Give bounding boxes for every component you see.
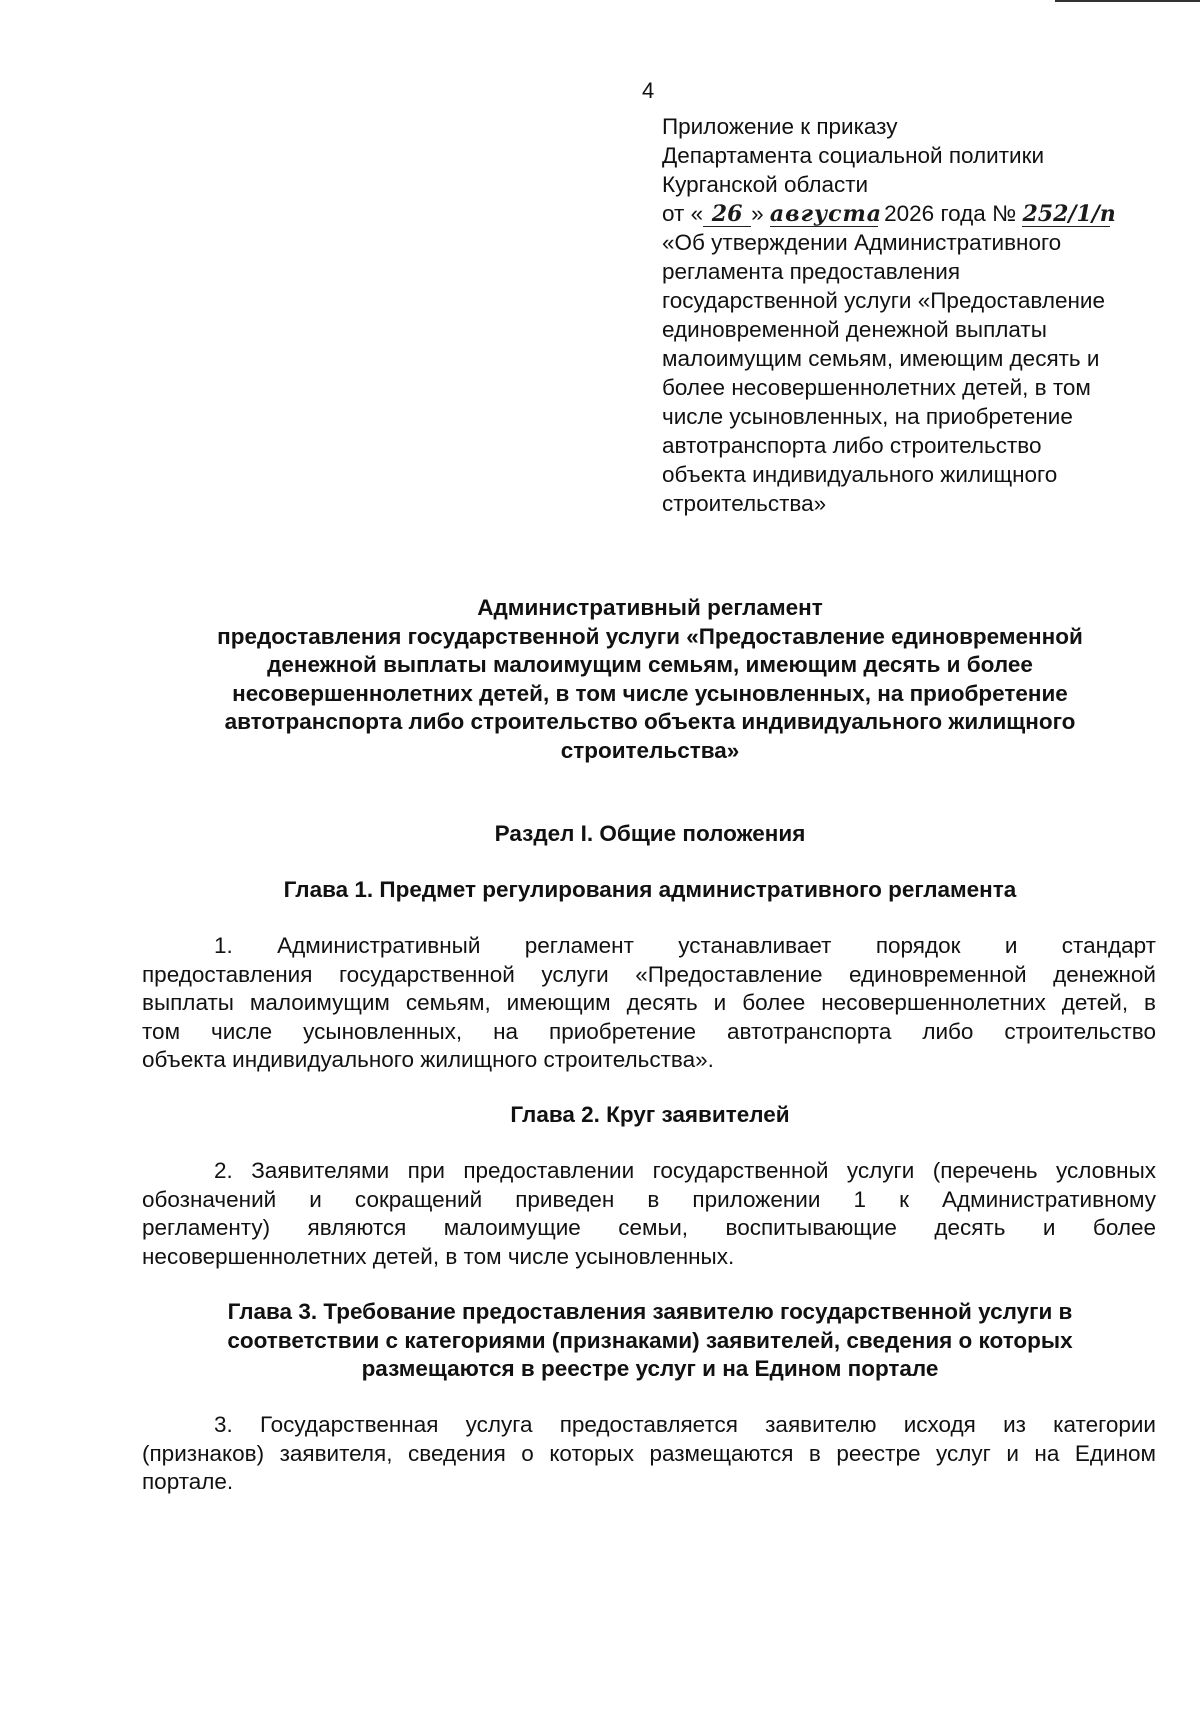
order-title-line: государственной услуги «Предоставление [662, 288, 1106, 313]
page-number: 4 [642, 78, 655, 103]
date-mid: » [751, 201, 764, 226]
paragraph-line: предоставления государственной услуги «Предоставление единовременной денежной [142, 961, 1156, 987]
chapter-3-title-line: размещаются в реестре услуг и на Едином портале [361, 1356, 939, 1381]
chapter-3-title-line: Глава 3. Требование предоставления заявителю государственной услуги в [227, 1299, 1073, 1324]
document-title [140, 594, 1160, 765]
paragraph-line: объекта индивидуального жилищного строительства». [142, 1047, 714, 1072]
title-line: предоставления государственной услуги «Предоставление единовременной [217, 623, 1083, 649]
appendix-block [662, 112, 1172, 518]
order-title-line: регламента предоставления [662, 259, 961, 284]
section-heading [140, 820, 1160, 849]
paragraph-1 [142, 932, 1156, 1075]
chapter-1-heading [140, 876, 1160, 905]
title-line: Административный регламент [477, 595, 823, 620]
handwritten-month: августа [769, 201, 883, 227]
paragraph-line: 2. Заявителями при предоставлении государственной услуги (перечень условных [214, 1158, 1156, 1183]
order-title-line: малоимущим семьям, имеющим десять и [662, 346, 1100, 371]
section-1-title: Раздел I. Общие положения [494, 821, 806, 846]
order-title-line: объекта индивидуального жилищного [662, 462, 1058, 487]
paragraph-line: том числе усыновленных, на приобретение автотранспорта либо строительство [142, 1018, 1156, 1044]
paragraph-line: 3. Государственная услуга предоставляется заявителю исходя из категории [214, 1412, 1156, 1437]
order-title-line: более несовершеннолетних детей, в том [662, 375, 1091, 400]
order-title-line: числе усыновленных, на приобретение [662, 404, 1073, 429]
title-line: строительства» [560, 737, 740, 763]
paragraph-2 [142, 1157, 1156, 1271]
appendix-line: Департамента социальной политики [662, 143, 1045, 168]
paragraph-line: (признаков) заявителя, сведения о которых размещаются в реестре услуг и на Едином [142, 1440, 1156, 1466]
paragraph-line: выплаты малоимущим семьям, имеющим десять и более несовершеннолетних детей, в [142, 990, 1156, 1015]
chapter-2-heading [140, 1101, 1160, 1130]
handwritten-order-number: 252/1/п [1022, 201, 1116, 227]
paragraph-3 [142, 1411, 1156, 1497]
date-prefix: от « [662, 201, 704, 226]
appendix-line: Курганской области [662, 172, 869, 197]
order-date-line [662, 199, 1172, 228]
title-line: автотранспорта либо строительство объекта индивидуального жилищного [224, 709, 1076, 734]
order-title-line: строительства» [662, 491, 827, 516]
title-line: несовершеннолетних детей, в том числе усыновленных, на приобретение [232, 680, 1068, 706]
date-year: 2026 года № [884, 201, 1017, 226]
chapter-1-title: Глава 1. Предмет регулирования административного регламента [283, 877, 1017, 902]
paragraph-line: обозначений и сокращений приведен в приложении 1 к Административному [142, 1186, 1156, 1212]
order-title-line: автотранспорта либо строительство [662, 433, 1042, 458]
order-title-line: «Об утверждении Административного [662, 230, 1062, 255]
title-line: денежной выплаты малоимущим семьям, имеющим десять и более [267, 652, 1033, 677]
order-title-line: единовременной денежной выплаты [662, 317, 1047, 342]
appendix-line: Приложение к приказу [662, 114, 898, 139]
paragraph-line: несовершеннолетних детей, в том числе усыновленных. [142, 1243, 735, 1269]
chapter-3-heading [140, 1298, 1160, 1384]
paragraph-line: 1. Административный регламент устанавливает порядок и стандарт [214, 933, 1156, 958]
chapter-2-title: Глава 2. Круг заявителей [510, 1102, 790, 1127]
chapter-3-title-line: соответствии с категориями (признаками) заявителей, сведения о которых [227, 1327, 1073, 1353]
scan-edge-line [1055, 0, 1200, 2]
paragraph-line: портале. [142, 1469, 234, 1494]
paragraph-line: регламенту) являются малоимущие семьи, воспитывающие десять и более [142, 1215, 1156, 1240]
handwritten-day: 26 [703, 202, 751, 227]
